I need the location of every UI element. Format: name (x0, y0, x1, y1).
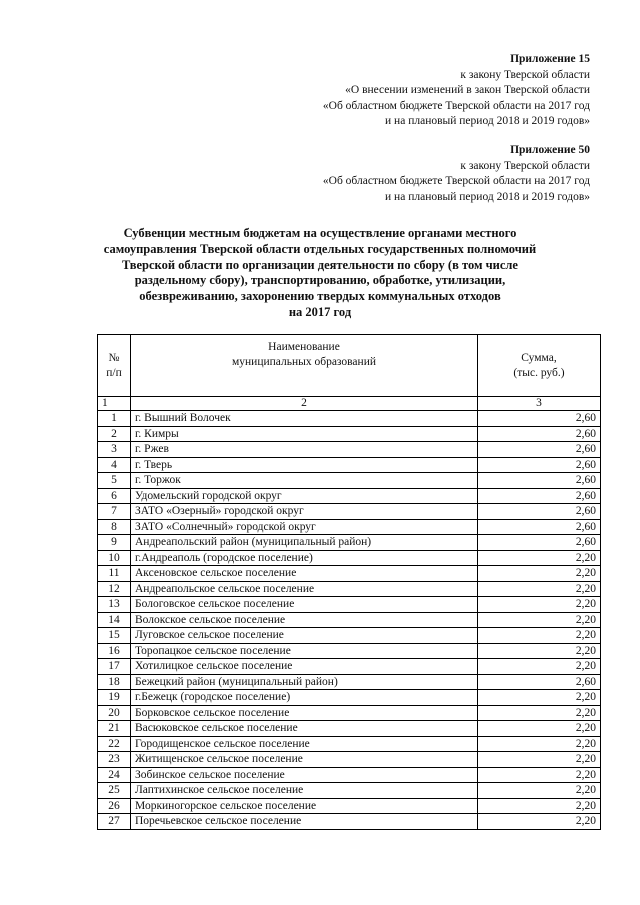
row-number-cell: 17 (98, 659, 131, 675)
amount-cell: 2,20 (478, 721, 601, 737)
table-body (98, 411, 601, 830)
table-row (98, 674, 601, 690)
title-line: самоуправления Тверской области отдельных государственных полномочий (103, 241, 537, 256)
amount-cell: 2,20 (478, 566, 601, 582)
table-row (98, 519, 601, 535)
row-number-cell: 2 (98, 426, 131, 442)
header-name-line: Наименование (268, 341, 340, 353)
table-row (98, 473, 601, 489)
table-row (98, 550, 601, 566)
header-num-line: п/п (106, 366, 122, 379)
municipality-name-cell: Торопацкое сельское поселение (131, 643, 478, 659)
row-number-cell: 15 (98, 628, 131, 644)
header-num (98, 335, 131, 397)
municipality-name-cell: Житищенское сельское поселение (131, 752, 478, 768)
table-row (98, 581, 601, 597)
row-number-cell: 10 (98, 550, 131, 566)
municipality-name-cell: г. Тверь (131, 457, 478, 473)
municipality-name-cell: Бологовское сельское поселение (131, 597, 478, 613)
amount-cell: 2,20 (478, 581, 601, 597)
table-row (98, 814, 601, 830)
table-row (98, 612, 601, 628)
row-number-cell: 23 (98, 752, 131, 768)
header-num-line: № (108, 351, 120, 364)
municipality-name-cell: г.Бежецк (городское поселение) (131, 690, 478, 706)
amount-cell: 2,60 (478, 411, 601, 427)
table-row (98, 705, 601, 721)
title-line: на 2017 год (288, 304, 352, 319)
municipality-name-cell: Хотилицкое сельское поселение (131, 659, 478, 675)
municipality-name-cell: Аксеновское сельское поселение (131, 566, 478, 582)
amount-cell: 2,20 (478, 736, 601, 752)
appendix-50-line: «Об областном бюджете Тверской области на 2017 год (322, 175, 590, 187)
row-number-cell: 12 (98, 581, 131, 597)
amount-cell: 2,20 (478, 814, 601, 830)
amount-cell: 2,20 (478, 767, 601, 783)
amount-cell: 2,20 (478, 798, 601, 814)
municipality-name-cell: г. Кимры (131, 426, 478, 442)
table-row (98, 721, 601, 737)
row-number-cell: 5 (98, 473, 131, 489)
row-number-cell: 13 (98, 597, 131, 613)
row-number-cell: 19 (98, 690, 131, 706)
amount-cell: 2,20 (478, 597, 601, 613)
municipality-name-cell: Борковское сельское поселение (131, 705, 478, 721)
amount-cell: 2,60 (478, 473, 601, 489)
table-row (98, 767, 601, 783)
title-line: Субвенции местным бюджетам на осуществление органами местного (123, 226, 517, 240)
header-name-line: муниципальных образований (231, 356, 377, 368)
header-sum-line: (тыс. руб.) (513, 366, 565, 379)
row-number-cell: 4 (98, 457, 131, 473)
column-index-cell: 2 (131, 397, 478, 411)
title-line: раздельному сбору), транспортированию, обработке, утилизации, (134, 273, 506, 288)
row-number-cell: 18 (98, 674, 131, 690)
municipality-name-cell: Луговское сельское поселение (131, 628, 478, 644)
amount-cell: 2,60 (478, 426, 601, 442)
municipality-name-cell: ЗАТО «Озерный» городской округ (131, 504, 478, 520)
table-row (98, 488, 601, 504)
table-row (98, 442, 601, 458)
appendix-50-block (323, 143, 590, 205)
amount-cell: 2,20 (478, 783, 601, 799)
amount-cell: 2,60 (478, 488, 601, 504)
table-row (98, 752, 601, 768)
table-row (98, 628, 601, 644)
row-number-cell: 20 (98, 705, 131, 721)
amount-cell: 2,60 (478, 519, 601, 535)
document-title (60, 226, 580, 321)
appendix-15-line: «Об областном бюджете Тверской области на 2017 год (322, 99, 590, 112)
header-name (131, 335, 478, 397)
municipality-name-cell: ЗАТО «Солнечный» городской округ (131, 519, 478, 535)
amount-cell: 2,60 (478, 535, 601, 551)
header-sum-line: Сумма, (521, 351, 557, 364)
amount-cell: 2,20 (478, 550, 601, 566)
municipality-name-cell: г. Торжок (131, 473, 478, 489)
row-number-cell: 27 (98, 814, 131, 830)
municipality-name-cell: Андреапольский район (муниципальный район) (131, 535, 478, 551)
row-number-cell: 14 (98, 612, 131, 628)
table-row (98, 736, 601, 752)
table-row (98, 798, 601, 814)
column-index-cell: 3 (478, 397, 601, 411)
row-number-cell: 25 (98, 783, 131, 799)
title-line: Тверской области по организации деятельности по сбору (в том числе (122, 257, 518, 272)
appendix-15-line: и на плановый период 2018 и 2019 годов» (385, 115, 590, 127)
municipality-name-cell: г.Андреаполь (городское поселение) (131, 550, 478, 566)
municipality-name-cell: Зобинское сельское поселение (131, 767, 478, 783)
amount-cell: 2,60 (478, 674, 601, 690)
amount-cell: 2,20 (478, 659, 601, 675)
municipality-name-cell: Моркиногорское сельское поселение (131, 798, 478, 814)
row-number-cell: 21 (98, 721, 131, 737)
appendix-50-line: к закону Тверской области (460, 159, 590, 172)
row-number-cell: 1 (98, 411, 131, 427)
appendix-15-title: Приложение 15 (510, 53, 590, 65)
amount-cell: 2,20 (478, 705, 601, 721)
municipality-name-cell: Городищенское сельское поселение (131, 736, 478, 752)
row-number-cell: 7 (98, 504, 131, 520)
amount-cell: 2,60 (478, 504, 601, 520)
header-sum (478, 335, 601, 397)
table-row (98, 426, 601, 442)
table-row (98, 643, 601, 659)
row-number-cell: 22 (98, 736, 131, 752)
amount-cell: 2,60 (478, 457, 601, 473)
row-number-cell: 9 (98, 535, 131, 551)
row-number-cell: 11 (98, 566, 131, 582)
table-header-row (98, 335, 601, 397)
table-row (98, 457, 601, 473)
appendix-15-block (323, 52, 590, 130)
row-number-cell: 3 (98, 442, 131, 458)
table-row (98, 659, 601, 675)
table-row (98, 535, 601, 551)
amount-cell: 2,20 (478, 690, 601, 706)
row-number-cell: 24 (98, 767, 131, 783)
table-row (98, 566, 601, 582)
table-row (98, 411, 601, 427)
table-row (98, 504, 601, 520)
municipality-name-cell: Лаптихинское сельское поселение (131, 783, 478, 799)
municipality-name-cell: г. Вышний Волочек (131, 411, 478, 427)
row-number-cell: 6 (98, 488, 131, 504)
amount-cell: 2,60 (478, 442, 601, 458)
row-number-cell: 16 (98, 643, 131, 659)
municipality-name-cell: г. Ржев (131, 442, 478, 458)
municipality-name-cell: Волокское сельское поселение (131, 612, 478, 628)
municipality-name-cell: Поречьевское сельское поселение (131, 814, 478, 830)
municipality-name-cell: Бежецкий район (муниципальный район) (131, 674, 478, 690)
appendix-15-line: к закону Тверской области (460, 68, 590, 81)
appendix-50-line: и на плановый период 2018 и 2019 годов» (385, 190, 590, 203)
amount-cell: 2,20 (478, 643, 601, 659)
appendix-15-line: «О внесении изменений в закон Тверской области (345, 84, 590, 96)
amount-cell: 2,20 (478, 612, 601, 628)
table-row (98, 597, 601, 613)
amount-cell: 2,20 (478, 628, 601, 644)
row-number-cell: 26 (98, 798, 131, 814)
row-number-cell: 8 (98, 519, 131, 535)
municipality-name-cell: Андреапольское сельское поселение (131, 581, 478, 597)
column-index-row (98, 397, 601, 411)
amount-cell: 2,20 (478, 752, 601, 768)
subvention-table (97, 334, 601, 830)
appendix-50-title: Приложение 50 (510, 144, 590, 156)
title-line: обезвреживанию, захоронению твердых коммунальных отходов (139, 289, 501, 304)
municipality-name-cell: Удомельский городской округ (131, 488, 478, 504)
municipality-name-cell: Васюковское сельское поселение (131, 721, 478, 737)
column-index-cell: 1 (98, 397, 131, 411)
table-row (98, 690, 601, 706)
table-row (98, 783, 601, 799)
